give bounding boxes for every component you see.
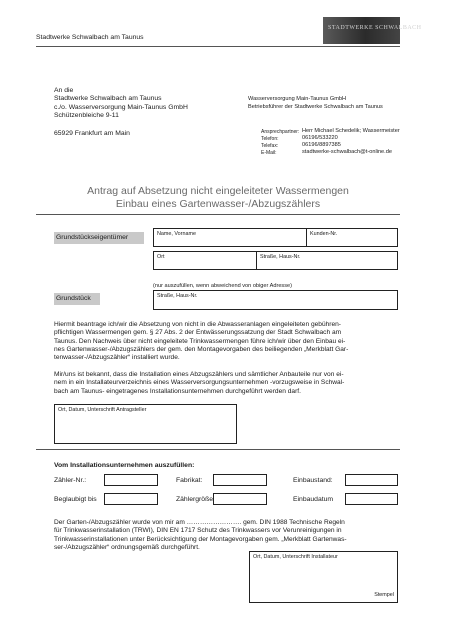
contact-phone-value: 06196/533220 — [302, 135, 338, 141]
paragraph-line: pflichtigen Wassermengen gem. § 27 Abs. 2 der Entwässerungssatzung der Stadt Schwalbach am — [54, 329, 342, 337]
company-logo — [323, 17, 422, 44]
paragraph-line: tenwasser-/Abzugszähler“ installiert wurde. — [54, 354, 180, 362]
install-reading-label: Einbaustand: — [293, 477, 333, 484]
installer-signature-label: Ort, Datum, Unterschrift Installateur — [253, 554, 338, 560]
meter-number-input[interactable] — [104, 474, 158, 486]
owner-city-field[interactable] — [153, 251, 257, 270]
logo-text: STADTWERKE SCHWALBACH — [328, 25, 422, 31]
paragraph-application — [54, 321, 400, 362]
contact-email-label: E-Mail: — [261, 150, 277, 156]
paragraph-line: für Trinkwasserinstallation (TRWI), DIN EN 1717 Schutz des Trinkwassers vor Verunreinigungen in — [54, 527, 342, 535]
recipient-line: Schützenbleiche 9-11 — [54, 112, 119, 120]
owner-city-label: Ort — [157, 254, 165, 260]
paragraph-installation-confirmation — [54, 519, 400, 552]
title-rule — [36, 214, 400, 215]
owner-name-field[interactable] — [153, 228, 307, 247]
contact-fax-value: 06196/8897385 — [302, 142, 341, 148]
meter-number-label: Zähler-Nr.: — [54, 477, 87, 484]
form-subtitle: Einbau eines Gartenwasser-/Abzugszählers — [115, 198, 321, 210]
contact-person-value: Herr Michael Schedelik; Wassermeister — [302, 128, 400, 134]
paragraph-line: Hiermit beantrage ich/wir die Absetzung von nicht in die Abwasseranlagen eingeleiteten gebühren- — [54, 321, 342, 328]
contact-email-value: stadtwerke-schwalbach@t-online.de — [302, 149, 392, 155]
paragraph-line: nes Gartenwasser-/Abzugszählers der gem. den Montagevorgaben des beiliegenden „Merkblatt Gar- — [54, 345, 349, 353]
paragraph-installer-requirement — [54, 371, 400, 396]
recipient-line: An die — [54, 87, 74, 94]
make-input[interactable] — [213, 474, 267, 486]
install-date-input[interactable] — [345, 493, 398, 505]
form-title: Antrag auf Absetzung nicht eingeleiteter Wassermengen — [87, 185, 349, 197]
paragraph-line: Der Garten-/Abzugszähler wurde von mir am ……………………. gem. DIN 1988 Technische Regeln — [54, 519, 345, 526]
owner-name-label: Name, Vorname — [157, 231, 196, 237]
installer-signature-field[interactable] — [249, 551, 398, 603]
recipient-city: 65929 Frankfurt am Main — [54, 129, 130, 137]
contact-person-label: Ansprechpartner: — [261, 129, 300, 135]
recipient-line: Stadtwerke Schwalbach am Taunus — [54, 95, 162, 103]
paragraph-line: Taunus. Den Nachweis über nicht eingeleitete Trinkwassermengen führe ich/wir über den Einbau ei- — [54, 337, 346, 345]
stamp-label: Stempel — [374, 592, 394, 598]
paragraph-line: nem in ein Installateurverzeichnis eines Wasserversorgungsunternehmen -vorzugsweise in Schwal- — [54, 379, 345, 387]
org-name-header: Stadtwerke Schwalbach am Taunus — [36, 34, 144, 41]
section-rule — [36, 449, 400, 450]
make-label: Fabrikat: — [176, 477, 203, 484]
property-label: Grundstück — [56, 295, 91, 302]
recipient-address — [54, 87, 188, 138]
property-street-label: Straße, Haus-Nr. — [157, 293, 198, 299]
paragraph-line: Mir/uns ist bekannt, dass die Installation eines Abzugszählers und sämtlicher Anbauteile nur von ei- — [54, 371, 344, 378]
installer-heading: Vom Installationsunternehmen auszufüllen: — [54, 462, 195, 469]
header-rule — [36, 46, 400, 47]
recipient-line: c./o. Wasserversorgung Main-Taunus GmbH — [54, 103, 188, 111]
property-note: (nur auszufüllen, wenn abweichend von obiger Adresse) — [153, 283, 292, 289]
owner-label: Grundstückseigentümer — [56, 234, 129, 241]
install-date-label: Einbaudatum — [293, 496, 334, 503]
operator-name: Wasserversorgung Main-Taunus GmbH — [248, 96, 347, 102]
meter-size-label: Zählergröße — [176, 496, 214, 503]
calibrated-until-label: Beglaubigt bis — [54, 496, 97, 503]
contact-phone-label: Telefon: — [261, 136, 279, 142]
owner-street-label: Straße, Haus-Nr. — [260, 254, 301, 260]
paragraph-line: Trinkwasserinstallationen unter Berücksichtigung der Montagevorgaben gem. „Merkblatt Gartenwas- — [54, 535, 347, 543]
customer-number-field[interactable] — [306, 228, 398, 247]
customer-number-label: Kunden-Nr. — [310, 231, 338, 237]
paragraph-line: bach am Taunus- eingetragenes Installationsunternehmen durchgeführt werden darf. — [54, 387, 301, 395]
property-street-field[interactable] — [153, 290, 398, 310]
install-reading-input[interactable] — [345, 474, 398, 486]
owner-street-field[interactable] — [256, 251, 398, 270]
operator-role: Betriebsführer der Stadtwerke Schwalbach am Taunus — [248, 104, 383, 110]
applicant-signature-label: Ort, Datum, Unterschrift Antragsteller — [58, 407, 147, 413]
meter-size-input[interactable] — [213, 493, 267, 505]
calibrated-until-input[interactable] — [104, 493, 158, 505]
paragraph-line: ser-/Abzugszähler“ ordnungsgemäß durchgeführt. — [54, 543, 200, 551]
applicant-signature-field[interactable] — [54, 404, 237, 444]
contact-fax-label: Telefax: — [261, 143, 279, 149]
